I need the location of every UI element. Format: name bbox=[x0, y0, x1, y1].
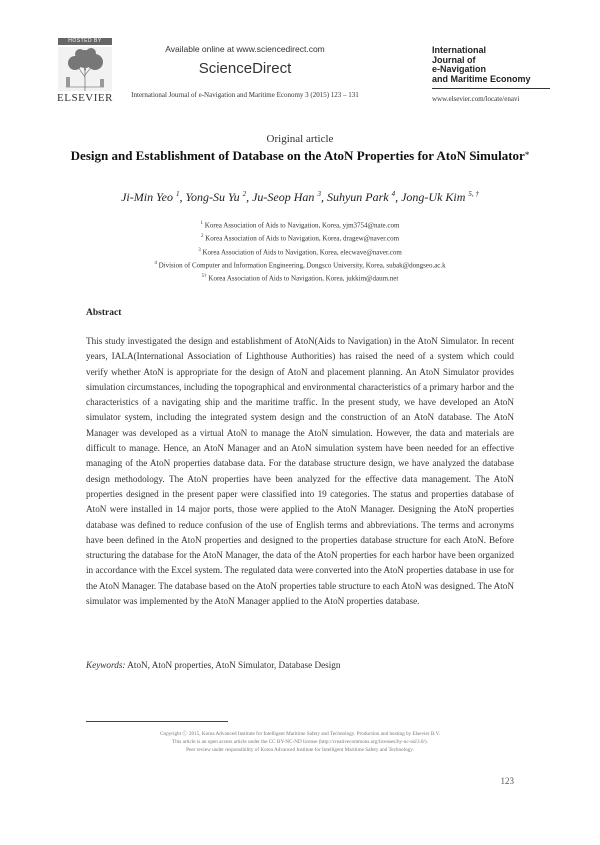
keywords-list: AtoN, AtoN properties, AtoN Simulator, Database Design bbox=[127, 660, 341, 670]
affiliation-line bbox=[60, 218, 540, 231]
affiliation-text: Korea Association of Aids to Navigation, Korea, jukkim@daum.net bbox=[208, 274, 399, 283]
author-name: Yong-Su Yu bbox=[185, 190, 240, 204]
article-type: Original article bbox=[266, 133, 334, 145]
available-online-text: Available online at www.sciencedirect.com bbox=[165, 44, 325, 54]
page-number: 123 bbox=[500, 776, 514, 786]
footnote-line: This article is an open access article under the CC BY-NC-ND license (http://creativecommons.org/licenses/by-nc-nd/3.0/). bbox=[172, 739, 428, 745]
hosted-by-label: HOSTED BY bbox=[58, 38, 112, 45]
elsevier-tree-logo bbox=[58, 47, 112, 91]
affiliation-sup: 1 bbox=[200, 221, 204, 226]
affiliation-line bbox=[60, 258, 540, 271]
author-sup: 2 bbox=[242, 190, 247, 198]
journal-title-line: International bbox=[432, 45, 487, 55]
keywords bbox=[86, 660, 514, 670]
author-sup: 1 bbox=[175, 190, 180, 198]
affiliation-text: Korea Association of Aids to Navigation, Korea, dragew@naver.com bbox=[205, 234, 400, 243]
journal-title-line: Journal of bbox=[432, 54, 476, 65]
author-name: Ji-Min Yeo bbox=[121, 190, 173, 204]
abstract-body: This study investigated the design and establishment of AtoN(Aids to Navigation) in the AtoN Simulator. In recent years, IALA(International Association of Lighthouse Authorities) has raised the need of a system which could verify whether AtoN is appropriate for the design of AtoN and placement planning. An AtoN Simulator provides simulation circumstances, including the topographical and environmental characteristics of a primary harbor and the characteristics of a navigating ship and the maritime traffic. In the present study, we have developed an AtoN simulator system, including the integrated system design and the construction of an AtoN database. The AtoN Manager was developed as a virtual AtoN to manage the AtoN simulation. However, the data and materials are difficult to manage. Hence, an AtoN Manager and an AtoN simulation system have been needed for an effective managing of the AtoN properties database data. For the database structure design, we have analyzed the database design methodology. The AtoN properties have been analyzed for the effective data management. The AtoN properties designed in the present paper were classified into 19 categories. The status and properties database of AtoN were installed in 14 major ports, those were applied to the AtoN Manager. Designing the AtoN properties database was defined to reduce confusion of the use of English terms and abbreviations. The terms and acronyms have been defined in the AtoN properties and designed to the properties database structure for each AtoN. Before structuring the database for the AtoN Manager, the data of the AtoN properties for each harbor have been organized in accordance with the Excel system. The regulated data were converted into the AtoN properties database in use for the AtoN Manager. The database based on the AtoN properties table structure to each AtoN was designed. The AtoN simulator was implemented by the AtoN Manager applied to the AtoN properties database. bbox=[86, 336, 514, 607]
author-list: Ji-Min Yeo $^1$, Yong-Su Yu $^2$, Ju-Seop Han $^3$, Suhyun Park $^4$, Jong-Uk Kim $^{5, \dagger}$ bbox=[121, 190, 479, 204]
publisher-name: ELSEVIER bbox=[57, 92, 113, 104]
journal-divider bbox=[432, 88, 550, 89]
footnote-divider bbox=[86, 721, 228, 722]
affiliation-sup: 5† bbox=[201, 274, 207, 280]
journal-title bbox=[432, 46, 562, 84]
article-title bbox=[70, 147, 530, 164]
footnote-line: Peer review under responsibility of Korea Advanced Institute for Intelligent Maritime Safety and Technology. bbox=[186, 747, 414, 753]
abstract-heading: Abstract bbox=[86, 308, 122, 318]
author-name: Ju-Seop Han bbox=[252, 190, 315, 204]
affiliation-line bbox=[60, 231, 540, 244]
article-title-text: Design and Establishment of Database on the AtoN Properties for AtoN Simulator bbox=[70, 148, 525, 163]
author-name: Jong-Uk Kim bbox=[401, 190, 466, 204]
affiliation-line bbox=[60, 271, 540, 284]
copyright-footnote bbox=[86, 730, 514, 754]
affiliation-sup: 2 bbox=[200, 234, 204, 240]
author-sup: 3 bbox=[317, 190, 321, 198]
affiliations bbox=[60, 218, 540, 285]
sciencedirect-wordmark: ScienceDirect bbox=[198, 60, 292, 77]
affiliation-text: Division of Computer and Information Engineering, Dongsco University, Korea, subak@dongseo.ac.k bbox=[158, 261, 446, 270]
affiliation-sup: 4 bbox=[154, 260, 157, 266]
journal-reference: International Journal of e-Navigation and Maritime Economy 3 (2015) 123 – 131 bbox=[131, 91, 359, 99]
journal-title-line: e-Navigation bbox=[432, 64, 487, 74]
affiliation-sup: 3 bbox=[198, 247, 201, 253]
affiliation-line bbox=[60, 245, 540, 258]
author-sup: 4 bbox=[391, 190, 396, 198]
author-name: Suhyun Park bbox=[326, 190, 389, 204]
keywords-label: Keywords: bbox=[86, 660, 126, 670]
affiliation-text: Korea Association of Aids to Navigation, Korea, yjm3754@nate.com bbox=[204, 221, 400, 230]
author-sup: 5, † bbox=[468, 190, 479, 198]
title-footnote-mark: * bbox=[524, 150, 530, 160]
footnote-line: Copyright Ⓒ 2015, Korea Advanced Institute for Intelligent Maritime Safety and Technology. Production and hosting by Elsevier B.V. bbox=[160, 731, 440, 737]
journal-url-link[interactable]: www.elsevier.com/locate/enavi bbox=[432, 95, 520, 103]
journal-title-line: and Maritime Economy bbox=[432, 73, 531, 84]
affiliation-text: Korea Association of Aids to Navigation, Korea, elecwave@naver.com bbox=[202, 247, 402, 256]
